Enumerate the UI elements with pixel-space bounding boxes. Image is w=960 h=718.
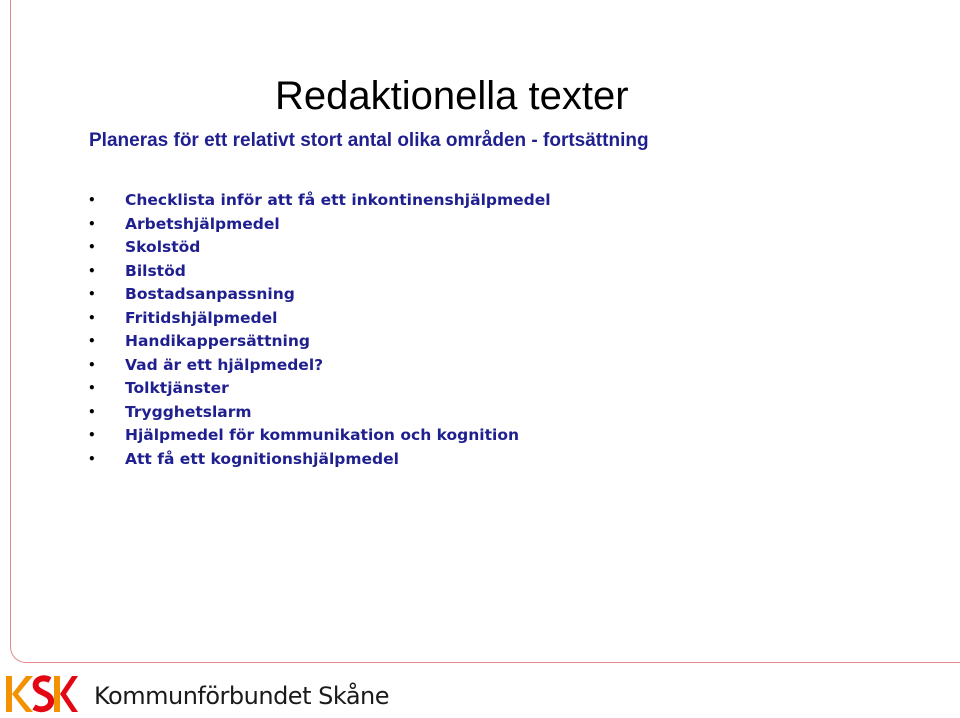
slide-subtitle: Planeras för ett relativt stort antal olika områden - fortsättning [89,130,649,151]
logo-text: Kommunförbundet Skåne [94,682,389,710]
list-item [0,448,551,472]
list-item-text: Handikappersättning [125,332,310,350]
list-item-text: Checklista inför att få ett inkontinenshjälpmedel [125,191,551,209]
bullet-icon: • [88,404,96,419]
bullet-icon: • [88,381,96,395]
list-item [0,354,551,378]
list-item [0,236,551,260]
bullet-icon: • [88,310,96,325]
bullet-icon: • [88,263,96,278]
list-item-text: Att få ett kognitionshjälpmedel [125,449,399,468]
bullet-icon: • [88,428,96,442]
bullet-icon: • [88,451,96,466]
bullet-icon: • [88,216,96,231]
list-item [0,283,551,307]
list-item-text: Bostadsanpassning [125,285,295,303]
organization-logo [6,672,389,716]
list-item-text: Trygghetslarm [125,402,252,421]
list-item-text: Arbetshjälpmedel [125,214,280,233]
list-item-text: Skolstöd [125,238,201,256]
bullet-icon: • [88,287,96,301]
list-item [0,213,551,237]
list-item [0,307,551,331]
bullet-list [0,189,551,471]
list-item [0,377,551,401]
list-item [0,401,551,425]
bullet-icon: • [88,240,96,254]
list-item [0,260,551,284]
list-item-text: Hjälpmedel för kommunikation och kognition [125,426,520,444]
bullet-icon: • [88,357,96,372]
bullet-icon: • [88,193,96,207]
list-item-text: Vad är ett hjälpmedel? [125,355,324,374]
bullet-icon: • [88,334,96,348]
list-item [0,424,551,448]
list-item [0,189,551,213]
slide-title: Redaktionella texter [275,74,629,118]
list-item-text: Bilstöd [125,261,186,280]
ksk-logo-icon [6,672,78,716]
list-item-text: Fritidshjälpmedel [125,308,278,327]
list-item-text: Tolktjänster [125,379,229,397]
list-item [0,330,551,354]
